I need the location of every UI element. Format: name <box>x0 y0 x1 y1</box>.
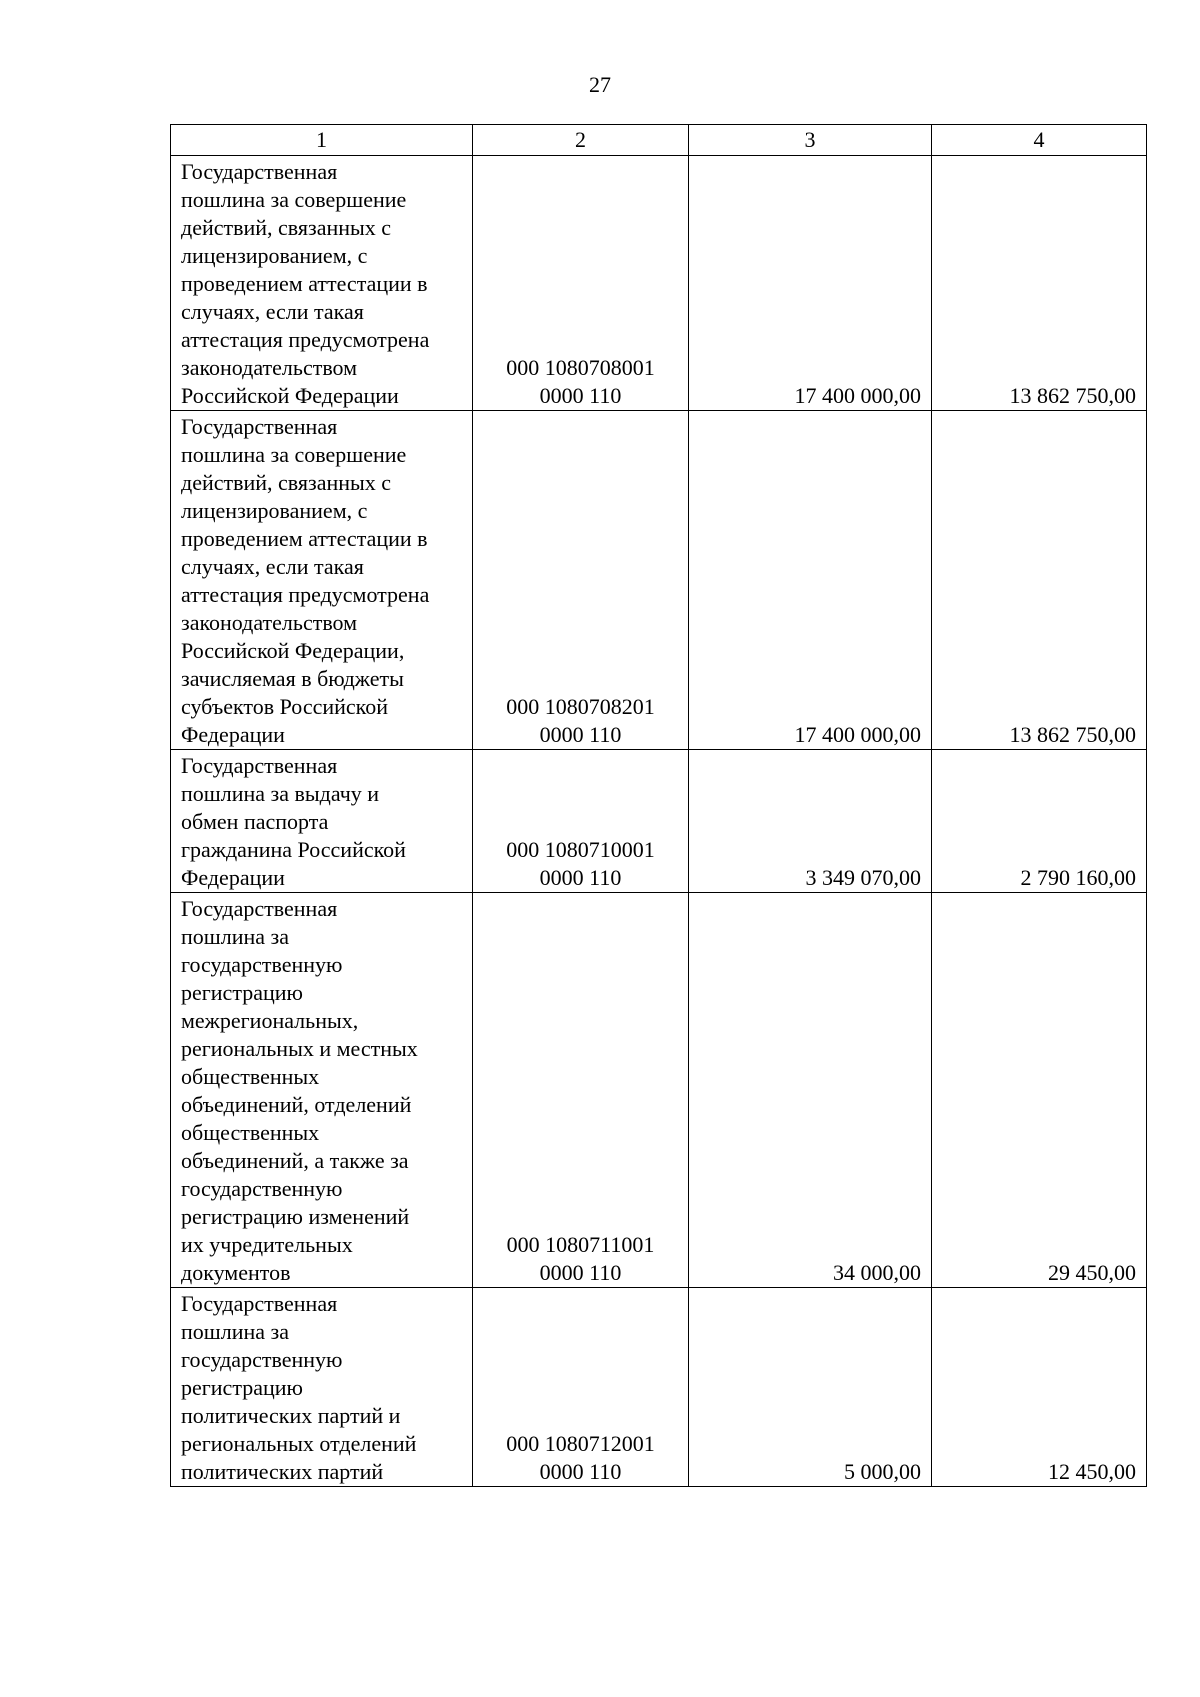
table-row <box>171 893 1147 1288</box>
page-number: 27 <box>589 72 611 97</box>
row-code-cell: 000 1080708001 0000 110 <box>473 156 689 411</box>
row-col3-cell: 34 000,00 <box>689 893 932 1288</box>
row-code-cell: 000 1080710001 0000 110 <box>473 750 689 893</box>
column-header-4: 4 <box>932 125 1147 156</box>
table-header-row <box>171 125 1147 156</box>
row-col4-cell: 12 450,00 <box>932 1288 1147 1487</box>
table-row <box>171 411 1147 750</box>
table-row <box>171 750 1147 893</box>
row-col3-cell: 5 000,00 <box>689 1288 932 1487</box>
row-name-cell: Государственная пошлина за выдачу и обмен паспорта гражданина Российской Федерации <box>171 750 473 893</box>
table-row <box>171 156 1147 411</box>
table-row <box>171 1288 1147 1487</box>
budget-table <box>170 124 1147 1487</box>
column-header-3: 3 <box>689 125 932 156</box>
row-name-cell: Государственная пошлина за государственную регистрацию политических партий и региональных отделений политических партий <box>171 1288 473 1487</box>
row-col4-cell: 13 862 750,00 <box>932 411 1147 750</box>
column-header-2: 2 <box>473 125 689 156</box>
row-col4-cell: 2 790 160,00 <box>932 750 1147 893</box>
row-code-cell: 000 1080711001 0000 110 <box>473 893 689 1288</box>
row-code-cell: 000 1080708201 0000 110 <box>473 411 689 750</box>
row-name-cell: Государственная пошлина за совершение действий, связанных с лицензированием, с проведением аттестации в случаях, если такая аттестация предусмотрена законодательством Российской Федерации, зачисляемая в бюджеты субъектов Российской Федерации <box>171 411 473 750</box>
row-col4-cell: 13 862 750,00 <box>932 156 1147 411</box>
column-header-1: 1 <box>171 125 473 156</box>
row-name-cell: Государственная пошлина за государственную регистрацию межрегиональных, региональных и местных общественных объединений, отделений общественных объединений, а также за государственную регистрацию изменений их учредительных документов <box>171 893 473 1288</box>
row-col3-cell: 17 400 000,00 <box>689 411 932 750</box>
row-col3-cell: 3 349 070,00 <box>689 750 932 893</box>
row-code-cell: 000 1080712001 0000 110 <box>473 1288 689 1487</box>
row-col4-cell: 29 450,00 <box>932 893 1147 1288</box>
row-name-cell: Государственная пошлина за совершение действий, связанных с лицензированием, с проведением аттестации в случаях, если такая аттестация предусмотрена законодательством Российской Федерации <box>171 156 473 411</box>
row-col3-cell: 17 400 000,00 <box>689 156 932 411</box>
